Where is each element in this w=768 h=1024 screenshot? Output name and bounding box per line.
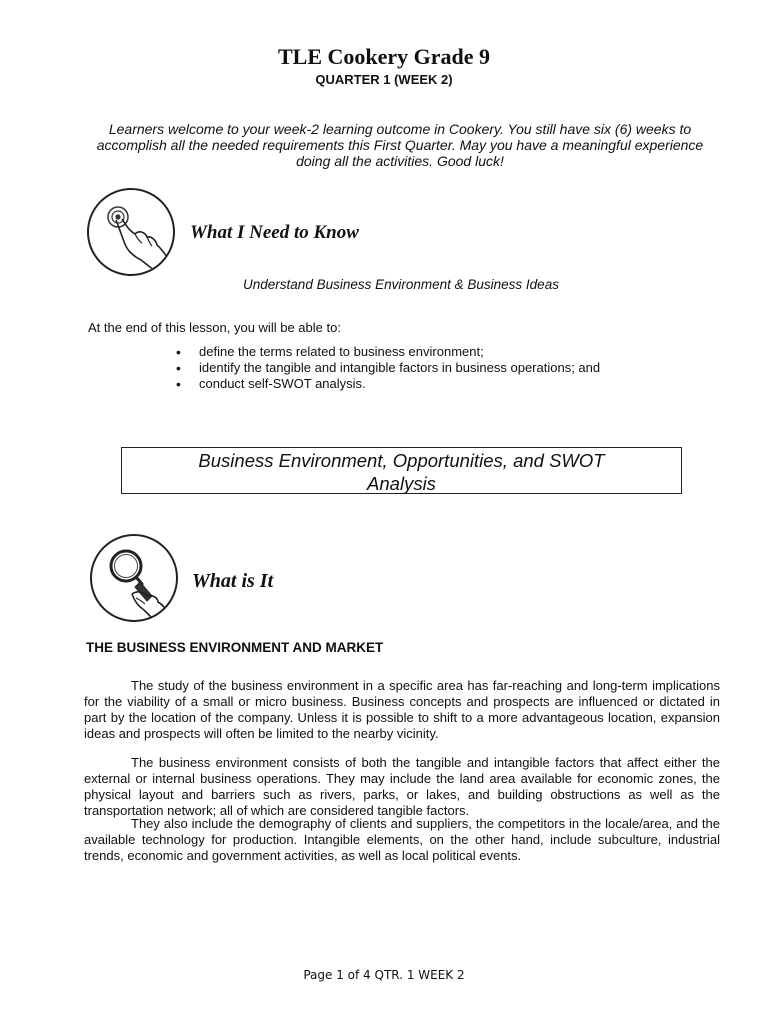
- magnifying-glass-icon: [90, 534, 178, 622]
- paragraph-text: The business environment consists of both the tangible and intangible factors that affect either the external or internal business operations. They may include the land area available for economic zones, the physical layout and barriers such as rivers, parks, or lakes, and building obstructions as well as the transportation network; all of which are considered tangible factors.: [84, 755, 720, 818]
- section-heading: THE BUSINESS ENVIRONMENT AND MARKET: [86, 640, 384, 655]
- objective-item: • identify the tangible and intangible factors in business operations; and: [176, 360, 600, 376]
- topic-title-box: [121, 447, 682, 494]
- objectives-list: [176, 344, 600, 392]
- hand-pointing-icon: [87, 188, 175, 276]
- what-i-need-to-know-heading: What I Need to Know: [190, 222, 359, 243]
- objective-item: • conduct self-SWOT analysis.: [176, 376, 600, 392]
- topic-title-line: Business Environment, Opportunities, and SWOT: [198, 450, 605, 471]
- page-footer: Page 1 of 4 QTR. 1 WEEK 2: [303, 968, 465, 982]
- what-is-it-heading: What is It: [192, 570, 274, 592]
- page-title: TLE Cookery Grade 9: [277, 44, 491, 69]
- objective-item: • define the terms related to business environment;: [176, 344, 600, 360]
- lesson-subtitle: Understand Business Environment & Business Ideas: [243, 277, 559, 292]
- objectives-intro: At the end of this lesson, you will be able to:: [88, 320, 341, 335]
- body-paragraph: [84, 678, 720, 742]
- body-paragraph: [84, 816, 720, 864]
- body-paragraph: [84, 755, 720, 819]
- quarter-subtitle: QUARTER 1 (WEEK 2): [315, 72, 453, 87]
- paragraph-text: The study of the business environment in a specific area has far-reaching and long-term implications for the viability of a small or micro business. Business concepts and prospects are influenced or dictated in part by the location of the company. Unless it is possible to shift to a more advantageous location, expansion ideas and prospects will often be limited to the nearby vicinity.: [84, 678, 720, 741]
- topic-title-line: Analysis: [367, 473, 436, 494]
- welcome-message: Learners welcome to your week-2 learning outcome in Cookery. You still have six (6) weeks to accomplish all the needed requirements this First Quarter. May you have a meaningful experience doing all the activities. Good luck!: [96, 121, 704, 169]
- paragraph-text: They also include the demography of clients and suppliers, the competitors in the locale/area, and the available technology for production. Intangible elements, on the other hand, include subculture, industrial trends, economic and government activities, as well as local political events.: [84, 816, 720, 863]
